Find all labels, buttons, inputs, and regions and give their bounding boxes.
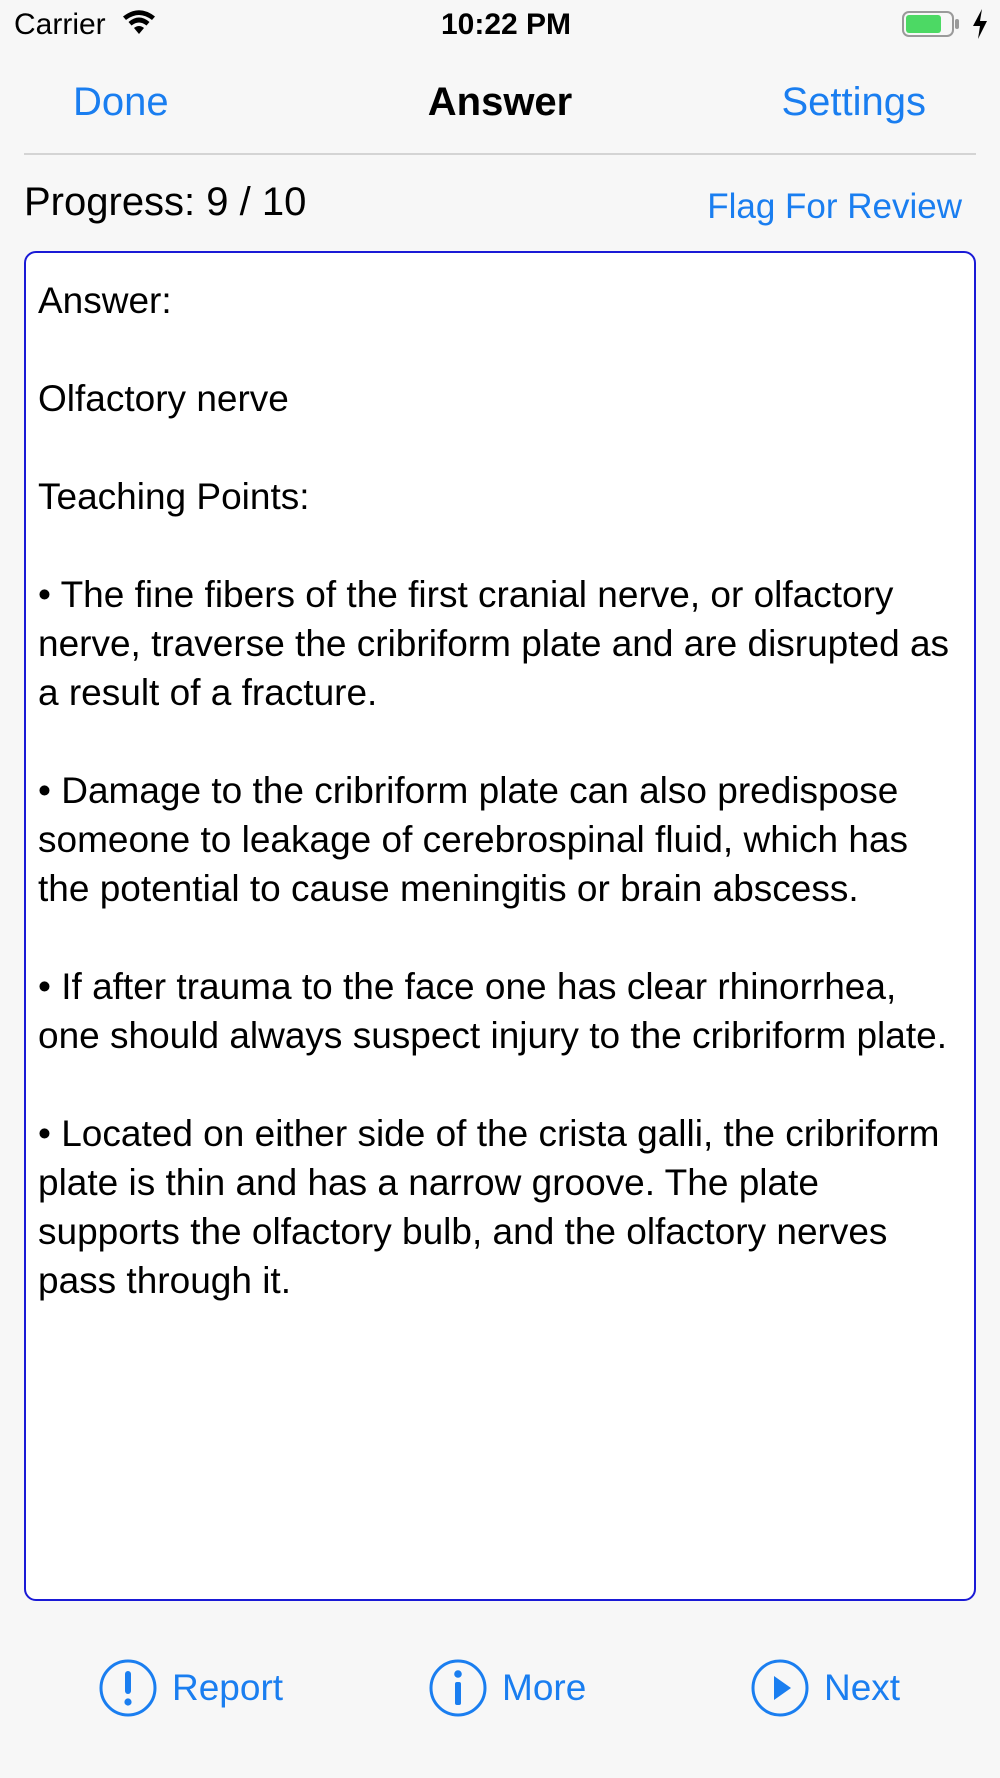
page-title: Answer xyxy=(427,80,573,124)
next-label: Next xyxy=(824,1667,901,1708)
bottom-toolbar xyxy=(0,1640,1000,1730)
exclamation-circle-icon xyxy=(98,1658,158,1718)
next-button[interactable] xyxy=(750,1658,900,1718)
flag-for-review-button[interactable]: Flag For Review xyxy=(707,187,962,226)
answer-text: Answer: Olfactory nerve Teaching Points: • The fine fibers of the first cranial nerve, or olfactory nerve, traverse the cribriform plate and are disrupted as a result of a fracture. • Damage to the cribriform plate can also predispose someone to leakage of cerebrospinal fluid, which has the potential to cause meningitis or brain abscess. • If after trauma to the face one has clear rhinorrhea, one should always suspect injury to the cribriform plate. • Located on either side of the crista galli, the cribriform plate is thin and has a narrow groove. The plate supports the olfactory bulb, and the olfactory nerves pass through it. xyxy=(38,280,950,1301)
battery-icon xyxy=(902,10,960,38)
status-bar xyxy=(0,0,1000,50)
play-circle-icon xyxy=(750,1658,810,1718)
status-time: 10:22 PM xyxy=(440,8,572,41)
charging-bolt-icon xyxy=(970,8,990,40)
more-label: More xyxy=(502,1667,587,1708)
done-button[interactable]: Done xyxy=(73,80,169,124)
answer-text-view[interactable] xyxy=(24,251,976,1601)
carrier-label: Carrier xyxy=(14,8,106,41)
report-button[interactable] xyxy=(98,1658,283,1718)
navigation-bar xyxy=(0,50,1000,154)
report-label: Report xyxy=(172,1667,284,1708)
progress-label: Progress: 9 / 10 xyxy=(24,180,307,224)
info-circle-icon xyxy=(428,1658,488,1718)
nav-divider xyxy=(24,153,976,155)
more-button[interactable] xyxy=(428,1658,586,1718)
settings-button[interactable]: Settings xyxy=(781,80,926,124)
